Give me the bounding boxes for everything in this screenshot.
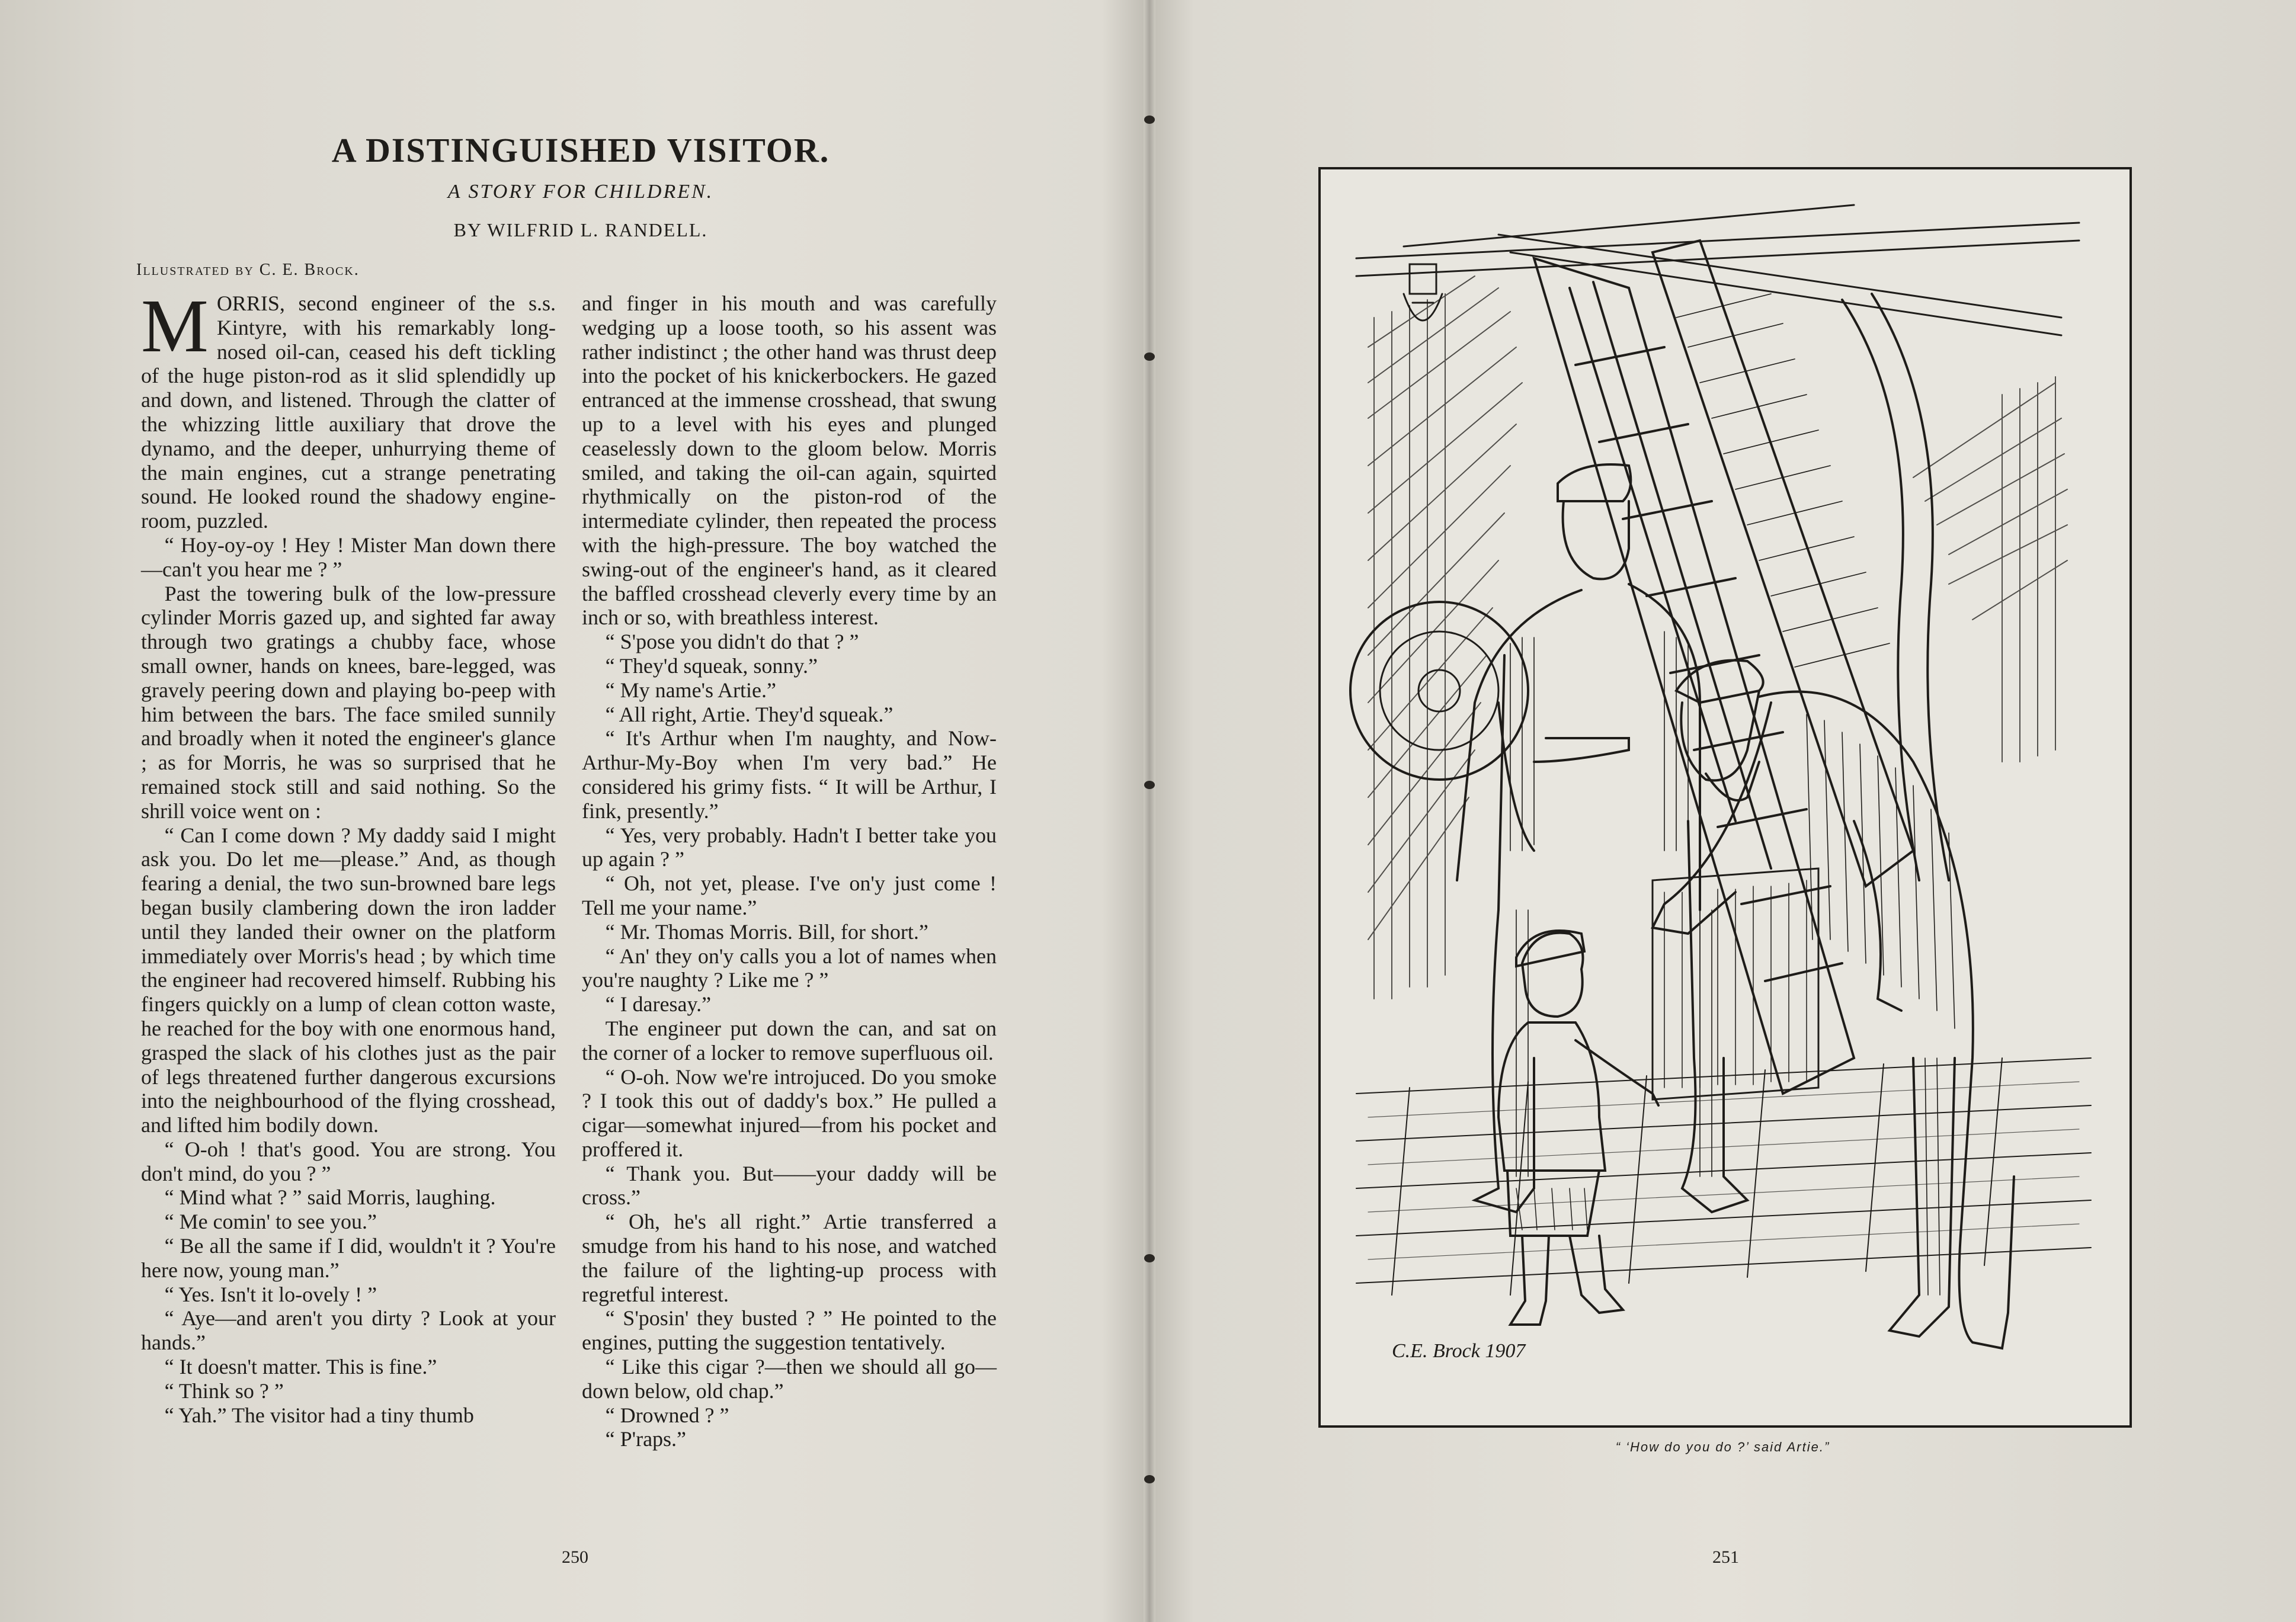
paragraph: “ Think so ? ” [164,1379,284,1403]
binding-pin [1144,781,1155,789]
page-number-left: 250 [562,1547,588,1567]
paragraph: “ Oh, not yet, please. I've on'y just come ! Tell me your name.” [582,871,997,919]
paragraph: “ Me comin' to see you.” [164,1210,377,1234]
paragraph: “ I daresay.” [605,992,712,1017]
paragraph: “ An' they on'y calls you a lot of names when you're naughty ? Like me ? ” [582,944,997,992]
binding-pin [1144,1475,1155,1483]
paragraph: “ It's Arthur when I'm naughty, and Now-Arthur-My-Boy when I'm very bad.” He considered his grimy fists. “ It will be Arthur, I fink, presently.” [582,726,997,823]
paragraph: “ S'posin' they busted ? ” He pointed to the engines, putting the suggestion tentatively. [582,1306,997,1355]
drop-cap: M [141,284,209,368]
paragraph: “ Like this cigar ?—then we should all go—down below, old chap.” [582,1355,997,1403]
binding-pin [1144,116,1155,124]
illustration-plate [1318,167,2132,1428]
paragraph: “ Yah.” The visitor had a tiny thumb [164,1403,474,1427]
page-number-right: 251 [1712,1547,1739,1567]
left-page [0,0,1144,1622]
paragraph: “ O-oh. Now we're introjuced. Do you smoke ? I took this out of daddy's box.” He pulled a cigar—somewhat injured—from his pocket and proffered it. [582,1065,997,1161]
binding-pin [1144,1254,1155,1262]
paragraph: “ Be all the same if I did, wouldn't it ? You're here now, young man.” [141,1234,556,1282]
text-column-2 [582,291,997,1451]
story-title: A DISTINGUISHED VISITOR. [331,131,830,169]
artist-signature: C.E. Brock 1907 [1392,1340,1526,1362]
paragraph: “ O-oh ! that's good. You are strong. You don't mind, do you ? ” [141,1137,556,1185]
paragraph: Past the towering bulk of the low-pressure cylinder Morris gazed up, and sighted far away through two gratings a chubby face, whose small owner, hands on knees, bare-legged, was gravely peering down and playing bo-peep with him between the bars. The face smiled sunnily and broadly when it noted the engineer's glance ; as for Morris, he was so surprised that he remained stock still and said nothing. So the shrill voice went on : [141,581,556,823]
paragraph [141,284,556,533]
paragraph: and finger in his mouth and was carefully wedging up a loose tooth, so his assent was rather indistinct ; the other hand was thrust deep into the pocket of his knickerbockers. He gazed entranced at the immense crosshead, that swung up to a level with his eyes and plunged ceaselessly down to the gloom below. Morris smiled, and taking the oil-can again, squirted rhythmically on the piston-rod of the intermediate cylinder, then repeated the process with the high-pressure. The boy watched the swing-out of the engineer's hand, as it cleared the baffled crosshead cleverly every time by an inch or so, with breathless interest. [582,291,997,630]
paragraph: “ Aye—and aren't you dirty ? Look at your hands.” [141,1306,556,1355]
paragraph: “ P'raps.” [605,1427,687,1451]
paragraph: “ Can I come down ? My daddy said I might ask you. Do let me—please.” And, as though fearing a denial, the two sun-browned bare legs began busily clambering down the iron ladder until they landed their owner on the platform immediately over Morris's head ; by which time the engineer had recovered himself. Rubbing his fingers quickly on a lump of clean cotton waste, he reached for the boy with one enormous hand, grasped the slack of his clothes just as the pair of legs threatened further dangerous excursions into the neighbourhood of the flying crosshead, and lifted him bodily down. [141,823,556,1137]
paragraph: “ Hoy-oy-oy ! Hey ! Mister Man down there—can't you hear me ? ” [141,533,556,581]
story-byline: BY WILFRID L. RANDELL. [453,219,708,241]
book-gutter [1144,0,1155,1622]
paragraph: “ Yes. Isn't it lo-ovely ! ” [164,1282,377,1306]
illustrator-credit: Illustrated by C. E. Brock. [136,261,360,279]
paragraph: “ S'pose you didn't do that ? ” [605,630,859,654]
paragraph: “ They'd squeak, sonny.” [605,653,818,678]
paragraph: “ Oh, he's all right.” Artie transferred a smudge from his hand to his nose, and watched the failure of the lighting-up process with regretful interest. [582,1210,997,1306]
illustration-caption: “ ‘How do you do ?’ said Artie.” [1615,1440,1830,1454]
paragraph: “ Yes, very probably. Hadn't I better take you up again ? ” [582,823,997,871]
text-column-1 [141,284,556,1427]
paragraph: “ Thank you. But——your daddy will be cross.” [582,1161,997,1210]
paragraph: “ My name's Artie.” [605,678,776,702]
paragraph: “ Mind what ? ” said Morris, laughing. [164,1185,496,1210]
binding-pin [1144,352,1155,361]
engine-room-illustration [1321,169,2130,1425]
paragraph: “ All right, Artie. They'd squeak.” [605,702,894,726]
story-subtitle: A STORY FOR CHILDREN. [447,181,714,203]
paragraph: “ It doesn't matter. This is fine.” [164,1355,437,1379]
paragraph: “ Drowned ? ” [605,1403,729,1427]
paragraph: The engineer put down the can, and sat on the corner of a locker to remove superfluous oil. [582,1016,997,1065]
paragraph-text: ORRIS, second engineer of the s.s. Kintyre, with his remarkably long-nosed oil-can, ceased his deft tickling of the huge piston-rod as it slid splendidly up and down, and listened. Through the clatter of the whizzing little auxiliary that drove the dynamo, and the deeper, unhurrying theme of the main engines, cut a strange penetrating sound. He looked round the shadowy engine-room, puzzled. [141,291,556,533]
paragraph: “ Mr. Thomas Morris. Bill, for short.” [605,919,928,944]
